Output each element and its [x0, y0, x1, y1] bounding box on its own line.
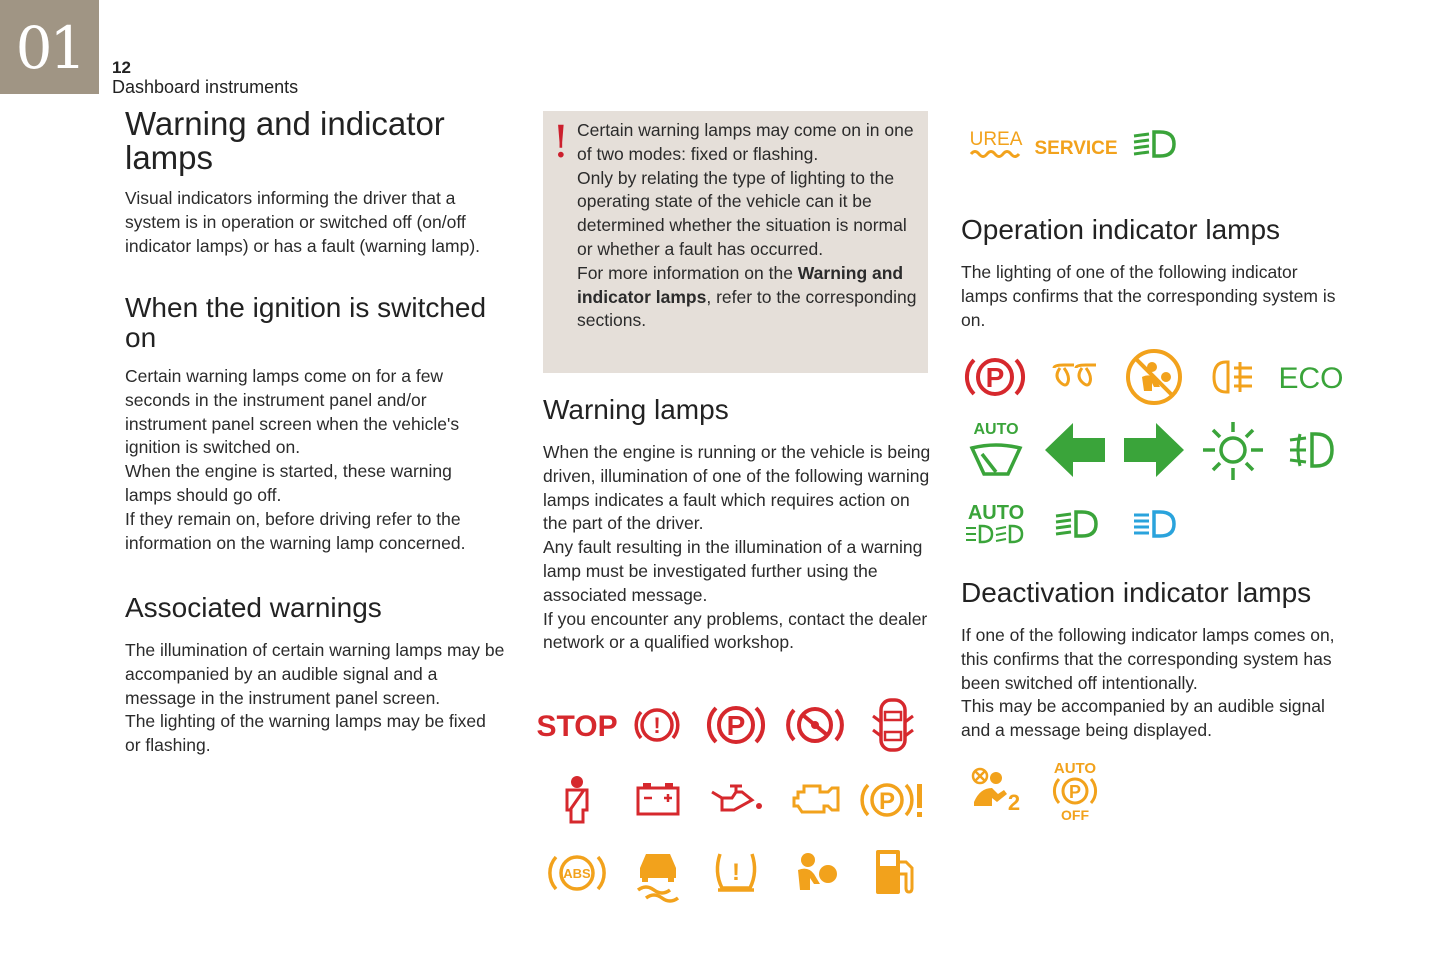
- parking-brake-fault-label: P: [878, 788, 896, 815]
- engine-fault-icon: [790, 778, 842, 823]
- airbag-icon: [792, 850, 840, 899]
- auto-park-off-label: OFF: [1061, 807, 1089, 823]
- main-beam-icon: [1130, 508, 1180, 545]
- auto-park-p-label: P: [1068, 782, 1082, 802]
- parking-brake-icon: [706, 698, 766, 757]
- service-icon: [1034, 130, 1118, 165]
- stop-label: STOP: [536, 710, 618, 743]
- fuel-level-icon: [872, 846, 920, 903]
- associated-text: The illumination of certain warning lamps may be accompanied by an audible signal and a message in the instrument panel screen. The lighting of the warning lamps may be fixed or flashing.: [125, 640, 505, 756]
- auto-main-beam-label: AUTO: [967, 502, 1025, 524]
- rear-airbag-off-label: 2: [1007, 790, 1021, 815]
- note-line-3: [577, 262, 922, 333]
- front-fog-icon: [1286, 430, 1338, 475]
- passenger-airbag-off-icon: [1124, 347, 1184, 412]
- note-line-3-suffix: , refer to the corresponding sections.: [577, 286, 917, 331]
- dipped-beam-on-icon: [1052, 508, 1102, 545]
- brake-warning-label: !: [653, 713, 661, 738]
- sidelamps-icon: [1201, 420, 1265, 487]
- parking-brake-label: P: [726, 710, 746, 741]
- warning-lamps-heading: Warning lamps: [543, 394, 729, 425]
- urea-label: UREA: [969, 129, 1023, 150]
- rear-fog-icon: [1210, 358, 1260, 401]
- tyre-pressure-icon: [712, 848, 760, 899]
- stability-control-icon: [632, 846, 684, 905]
- page-number: 12: [112, 58, 131, 77]
- oil-pressure-icon: [708, 782, 764, 821]
- service-label: SERVICE: [1034, 138, 1118, 159]
- preheating-icon: [1050, 362, 1100, 397]
- page-title: Warning and indicator lamps: [125, 105, 445, 176]
- abs-icon: [546, 847, 608, 904]
- urea-icon: [967, 124, 1025, 169]
- door-open-icon: [870, 696, 916, 759]
- rear-airbag-off-icon: [968, 766, 1024, 819]
- battery-icon: [634, 780, 682, 823]
- warning-lamps-text: When the engine is running or the vehicle is being driven, illumination of one of the following warning lamps indicates a fault which requires action on the part of the driver. Any fault resulting in the illumination of a warning lamp must be investigated further using the associated message. If you encounter any problems, contact the dealer network or a qualified workshop.: [543, 442, 931, 653]
- note-link-text: Warning and indicator lamps: [577, 262, 904, 307]
- ignition-heading: When the ignition is switched on: [125, 292, 487, 353]
- note-line-1: Certain warning lamps may come on in one of two modes: fixed or flashing.: [577, 120, 914, 164]
- operation-heading: Operation indicator lamps: [961, 214, 1281, 245]
- abs-label: ABS: [563, 866, 591, 881]
- auto-wipe-label: AUTO: [973, 421, 1019, 438]
- parking-brake-on-label: P: [985, 362, 1005, 393]
- exclamation-icon: !: [552, 117, 570, 168]
- seatbelt-icon: [560, 774, 594, 829]
- ignition-text: Certain warning lamps come on for a few seconds in the instrument panel and/or instrument panel screen when the vehicle's ignition is switched on. When the engine is started, these warning lamps should go off. If they remain on, before driving refer to the information on the warning lamp concerned.: [125, 366, 466, 553]
- note-line-3-prefix: For more information on the: [577, 262, 798, 283]
- right-indicator-icon: [1122, 421, 1186, 484]
- parking-brake-fault-icon: [860, 776, 930, 829]
- left-indicator-icon: [1043, 421, 1107, 484]
- auto-wipe-icon: [966, 418, 1026, 485]
- chapter-number: 01: [15, 14, 84, 82]
- stop-icon: [536, 705, 618, 745]
- eco-label: ECO: [1278, 362, 1344, 395]
- eco-icon: [1278, 358, 1344, 401]
- deactivation-text: If one of the following indicator lamps comes on, this confirms that the corresponding system has been switched off intentionally. This may be accompanied by an audible signal and a message being displayed.: [961, 625, 1335, 741]
- note-line-2: Only by relating the type of lighting to the operating state of the vehicle can it be determined whether the situation is normal or whether a fault has occurred.: [577, 167, 907, 259]
- associated-heading: Associated warnings: [125, 592, 382, 623]
- brake-warning-icon: [632, 700, 682, 755]
- auto-park-auto-label: AUTO: [1053, 760, 1097, 777]
- power-steering-icon: [786, 700, 844, 755]
- chapter-tab: [0, 0, 99, 94]
- auto-park-brake-off-icon: [1046, 758, 1104, 827]
- section-title: Dashboard instruments: [112, 77, 299, 97]
- auto-main-beam-icon: [962, 500, 1030, 553]
- parking-brake-on-icon: [964, 350, 1026, 409]
- deactivation-heading: Deactivation indicator lamps: [961, 577, 1312, 608]
- dipped-beam-icon: [1130, 128, 1180, 165]
- note-text: [577, 119, 922, 333]
- tyre-pressure-label: !: [732, 859, 740, 886]
- operation-text: The lighting of one of the following indicator lamps confirms that the corresponding system is on.: [961, 262, 1336, 330]
- intro-text: Visual indicators informing the driver that a system is in operation or switched off (on/off indicator lamps) or has a fault (warning lamp).: [125, 188, 481, 256]
